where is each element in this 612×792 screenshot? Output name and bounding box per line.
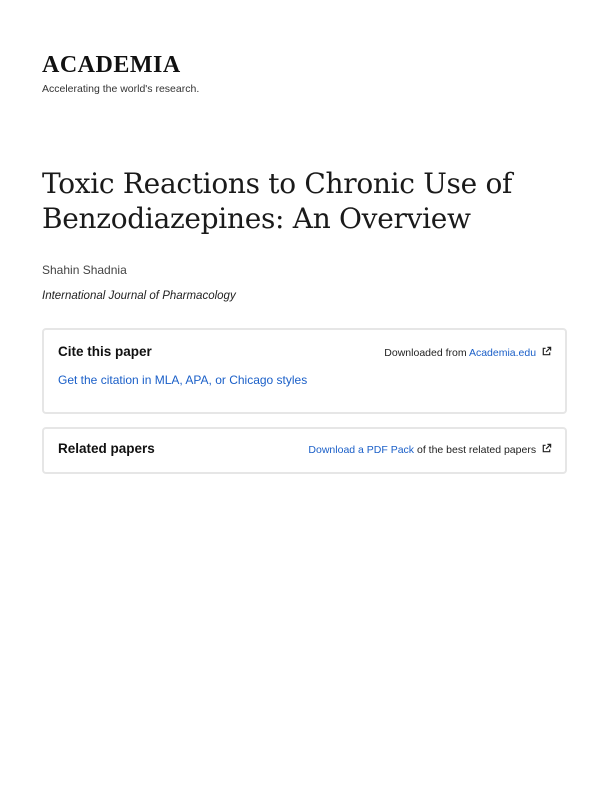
academia-logo[interactable]: ACADEMIA: [42, 52, 181, 78]
related-papers-heading: Related papers: [58, 441, 155, 456]
paper-journal: International Journal of Pharmacology: [42, 290, 236, 302]
cite-card-heading: Cite this paper: [58, 344, 152, 359]
related-download: [308, 443, 552, 456]
external-link-icon[interactable]: [541, 346, 552, 357]
download-pdf-pack-link[interactable]: Download a PDF Pack: [308, 444, 415, 456]
external-link-icon[interactable]: [541, 443, 552, 454]
paper-title: Toxic Reactions to Chronic Use of Benzodiazepines: An Overview: [42, 167, 513, 235]
cite-this-paper-card: [42, 328, 567, 414]
related-download-suffix: of the best related papers: [416, 444, 537, 456]
related-papers-card: [42, 427, 567, 474]
get-citation-link[interactable]: Get the citation in MLA, APA, or Chicago styles: [58, 373, 308, 387]
academia-edu-link[interactable]: Academia.edu: [468, 347, 537, 359]
academia-header: [42, 52, 199, 95]
downloaded-from: [384, 346, 552, 359]
downloaded-from-label: Downloaded from: [384, 347, 467, 359]
paper-author: Shahin Shadnia: [42, 263, 127, 277]
brand-tagline: Accelerating the world's research.: [42, 83, 200, 95]
